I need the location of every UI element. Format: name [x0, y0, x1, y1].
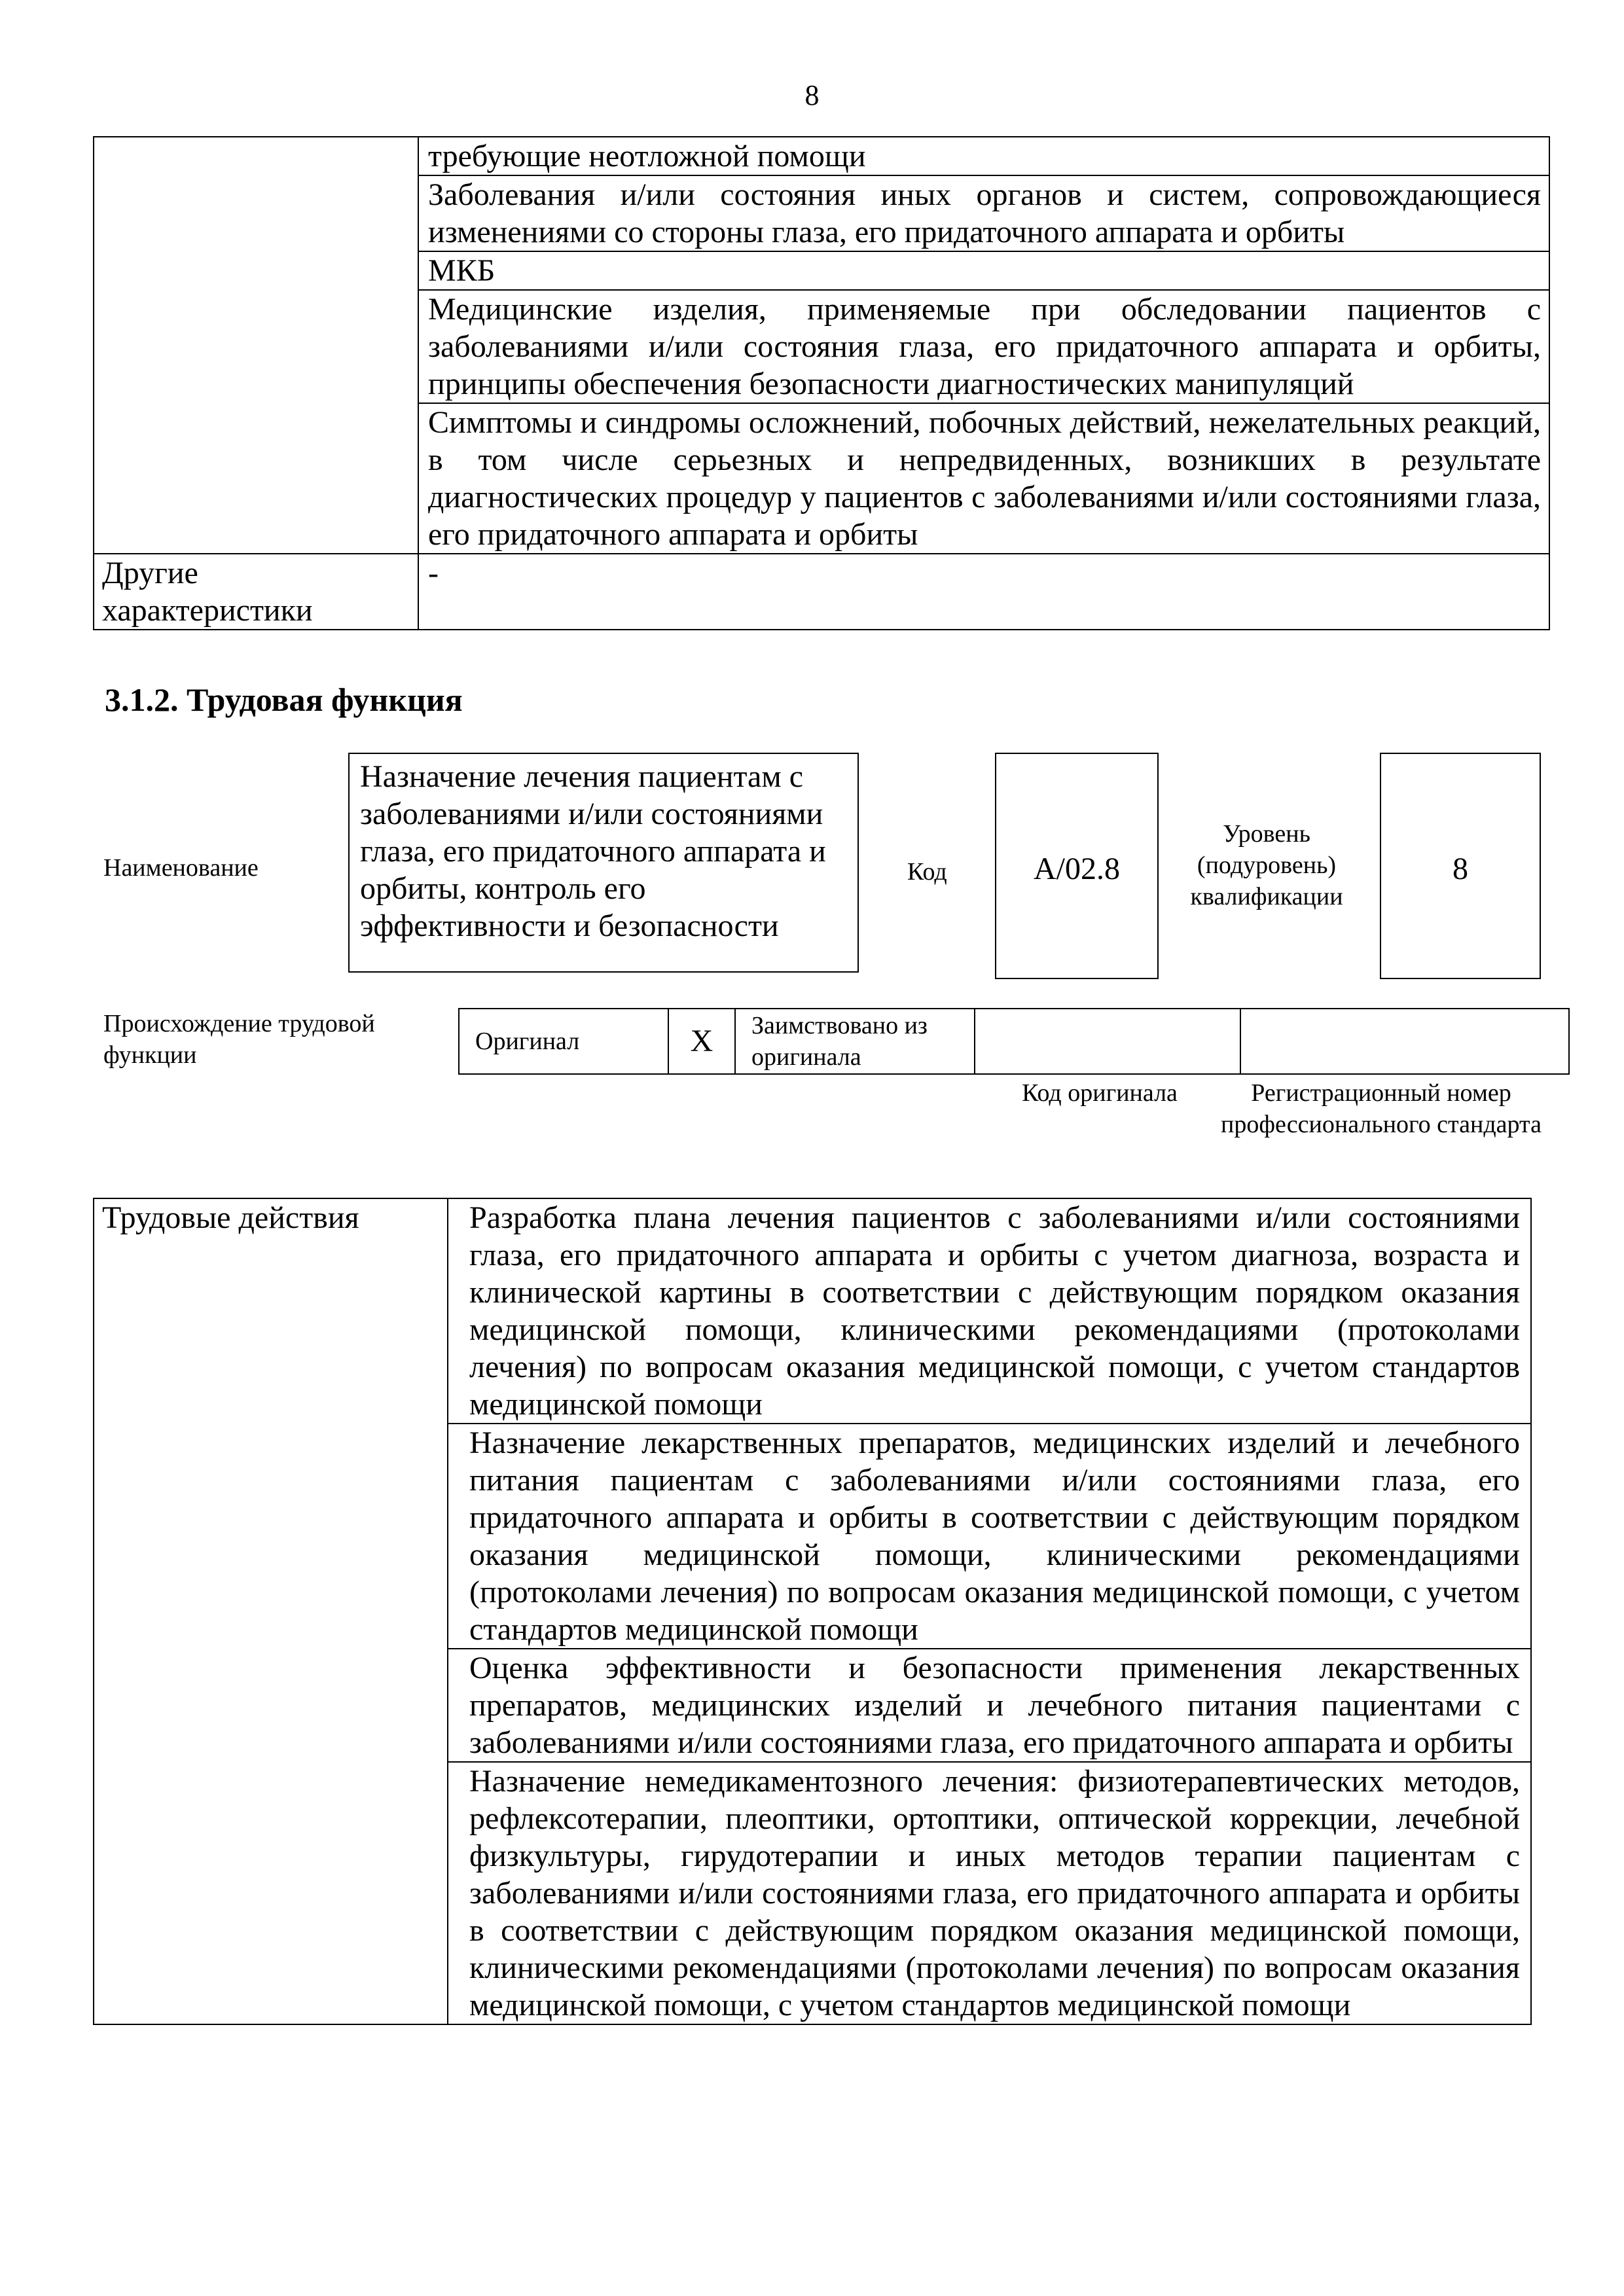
borrowed-label: Заимствовано из оригинала: [735, 1009, 975, 1074]
table-row: [94, 1198, 1531, 1424]
registration-number-caption: Регистрационный номер профессионального стандарта: [1221, 1079, 1542, 1138]
origin-label: Происхождение трудовой функции: [103, 1010, 375, 1069]
requirements-table: [93, 136, 1550, 630]
table-cell: Заболевания и/или состояния иных органов и систем, сопровождающиеся изменениями со стороны глаза, его придаточного аппарата и орбиты: [418, 175, 1549, 251]
level-label: Уровень (подуровень) квалификации: [1190, 820, 1343, 910]
origin-table: [458, 1008, 1570, 1075]
table-row: [459, 1009, 1569, 1074]
page-number: 8: [804, 79, 820, 111]
code-value: A/02.8: [1034, 852, 1120, 886]
level-value: 8: [1453, 852, 1468, 886]
name-label: Наименование: [103, 854, 259, 882]
table-cell: Медицинские изделия, применяемые при обследовании пациентов с заболеваниями и/или состояния глаза, его придаточного аппарата и орбиты, принципы обеспечения безопасности диагностических манипуляций: [418, 290, 1549, 403]
labor-actions-label: Трудовые действия: [94, 1198, 448, 2024]
labor-actions-table: [93, 1198, 1532, 2025]
section-title: 3.1.2. Трудовая функция: [105, 681, 463, 718]
table-row: [94, 554, 1549, 630]
code-label: Код: [907, 858, 947, 886]
code-box: [995, 753, 1159, 979]
labor-action: Назначение немедикаментозного лечения: физиотерапевтических методов, рефлексотерапии, плеоптики, ортоптики, оптической коррекции, лечебной физкультуры, гирудотерапии и иных методов терапии пациентам с заболеваниями и/или состояниями глаза, его придаточного аппарата и орбиты в соответствии с действующим порядком оказания медицинской помощи, клиническими рекомендациями (протоколами лечения) по вопросам оказания медицинской помощи, с учетом стандартов медицинской помощи: [448, 1762, 1531, 2024]
table-cell: требующие неотложной помощи: [418, 137, 1549, 175]
labor-action: Назначение лекарственных препаратов, медицинских изделий и лечебного питания пациентам с заболеваниями и/или состояниями глаза, его придаточного аппарата и орбиты в соответствии с действующим порядком оказания медицинской помощи, клиническими рекомендациями (протоколами лечения) по вопросам оказания медицинской помощи, с учетом стандартов медицинской помощи: [448, 1424, 1531, 1649]
table-cell-empty: [94, 137, 418, 554]
level-box: [1380, 753, 1541, 979]
original-mark: X: [668, 1009, 735, 1074]
registration-number-cell: [1240, 1009, 1569, 1074]
original-code-caption: Код оригинала: [1022, 1079, 1178, 1107]
table-row: [94, 137, 1549, 175]
original-label: Оригинал: [459, 1009, 668, 1074]
original-code-cell: [975, 1009, 1240, 1074]
labor-action: Разработка плана лечения пациентов с заболеваниями и/или состояниями глаза, его придаточного аппарата и орбиты с учетом диагноза, возраста и клинической картины в соответствии с действующим порядком оказания медицинской помощи, клиническими рекомендациями (протоколами лечения) по вопросам оказания медицинской помощи, с учетом стандартов медицинской помощи: [448, 1198, 1531, 1424]
labor-action: Оценка эффективности и безопасности применения лекарственных препаратов, медицинских изделий и лечебного питания пациентами с заболеваниями и/или состояниями глаза, его придаточного аппарата и орбиты: [448, 1649, 1531, 1762]
table-cell: МКБ: [418, 251, 1549, 290]
table-cell: Симптомы и синдромы осложнений, побочных действий, нежелательных реакций, в том числе серьезных и непредвиденных, возникших в результате диагностических процедур у пациентов с заболеваниями и/или состояниями глаза, его придаточного аппарата и орбиты: [418, 403, 1549, 554]
other-characteristics-value: -: [418, 554, 1549, 630]
other-characteristics-label: Другие характеристики: [94, 554, 418, 630]
function-name-box: Назначение лечения пациентам с заболеваниями и/или состояниями глаза, его придаточного аппарата и орбиты, контроль его эффективности и безопасности: [348, 753, 859, 973]
